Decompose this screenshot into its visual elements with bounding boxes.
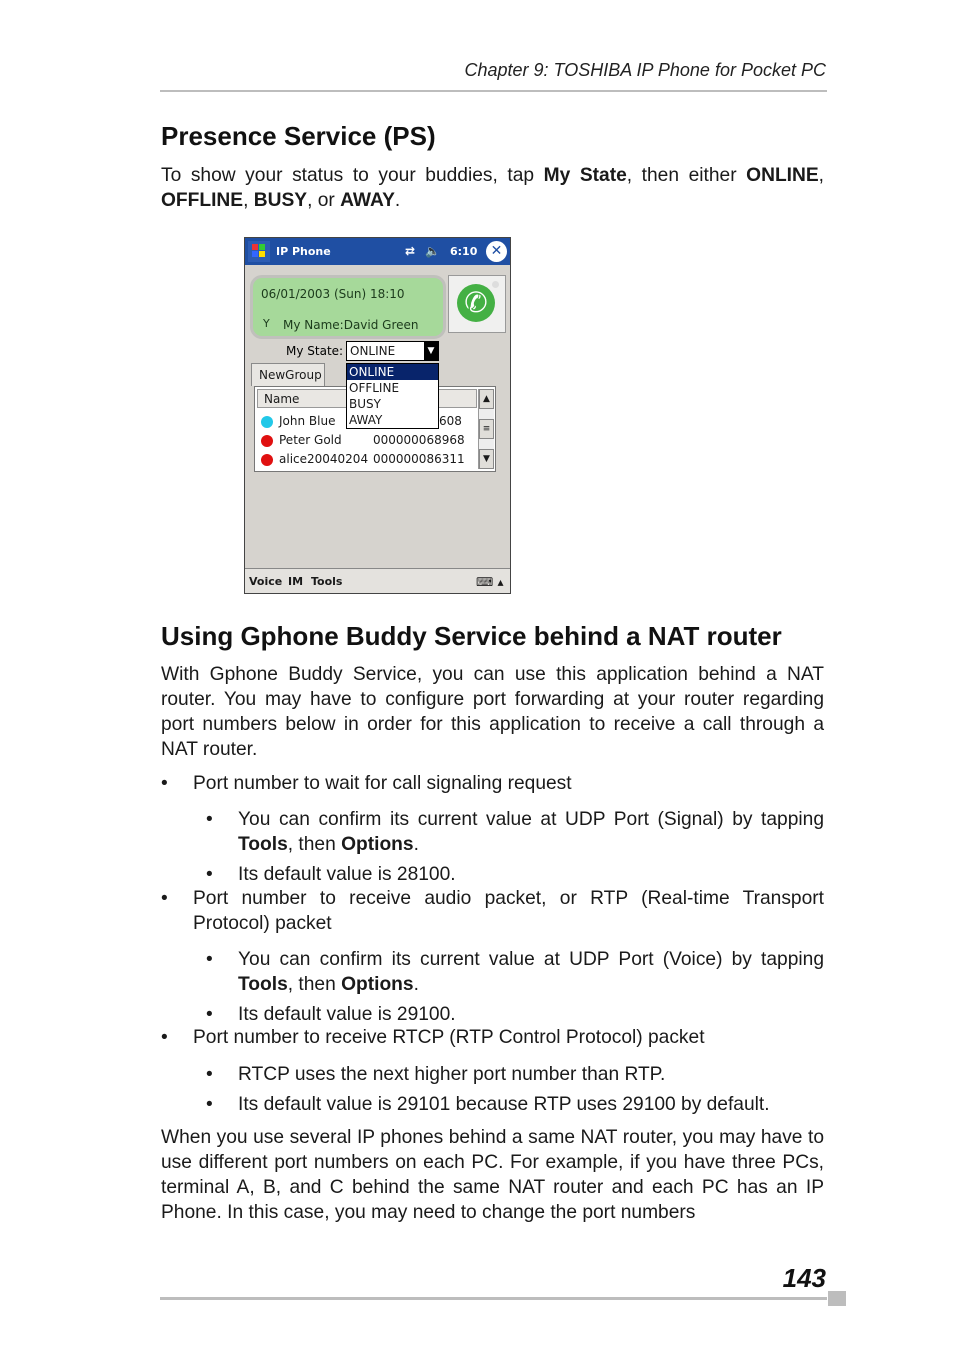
text-run: , or: [307, 190, 341, 211]
list-item: [206, 807, 824, 857]
option-online[interactable]: ONLINE: [347, 364, 438, 380]
list-item: [161, 886, 824, 936]
offline-status-icon: [261, 435, 273, 447]
list-item: [206, 1062, 824, 1087]
option-offline[interactable]: OFFLINE: [349, 381, 400, 395]
state-dropdown-menu: [346, 363, 439, 429]
text-run: You can confirm its current value at UDP Port (Voice) by tapping: [238, 949, 824, 970]
text-run: You can confirm its current value at UDP Port (Signal) by tapping: [238, 809, 824, 830]
list-item-text: Port number to wait for call signaling request: [193, 773, 572, 794]
header-rule: [160, 90, 827, 92]
my-state-select[interactable]: [346, 341, 439, 361]
scroll-down-icon[interactable]: ▼: [479, 449, 494, 469]
list-item: [206, 1002, 824, 1027]
title-bar: [245, 238, 510, 265]
bullet: •: [206, 1094, 213, 1115]
bottom-menu-bar: [245, 568, 510, 594]
list-item: [206, 862, 824, 887]
option-away[interactable]: AWAY: [349, 413, 383, 427]
bullet: •: [206, 864, 213, 885]
option-busy[interactable]: BUSY: [349, 397, 381, 411]
tab-newgroup[interactable]: [251, 363, 325, 386]
bullet: •: [161, 773, 168, 794]
text-run: .: [413, 974, 419, 995]
text-run: ,: [243, 190, 254, 211]
bullet: •: [206, 949, 213, 970]
buddy-name: Peter Gold: [279, 433, 342, 447]
bold-options: Options: [341, 834, 414, 855]
footer-marker: [828, 1291, 846, 1306]
menu-tools[interactable]: Tools: [311, 575, 343, 588]
list-item-text: Port number to receive RTCP (RTP Control Protocol) packet: [193, 1027, 705, 1048]
vertical-scrollbar[interactable]: [478, 389, 494, 469]
buddy-number: 000000068968: [373, 433, 465, 447]
bold-away: AWAY: [340, 190, 395, 211]
menu-voice[interactable]: Voice: [249, 575, 283, 588]
bold-options: Options: [341, 974, 414, 995]
my-state-label: My State:: [286, 344, 344, 358]
text-run: .: [413, 834, 419, 855]
bold-my-state: My State: [543, 165, 627, 186]
scroll-up-icon[interactable]: ▲: [479, 389, 494, 409]
list-item-text: Its default value is 29101 because RTP uses 29100 by default.: [238, 1094, 770, 1115]
windows-start-icon[interactable]: [248, 241, 270, 262]
phone-handset-icon: ✆: [457, 284, 495, 322]
bullet: •: [161, 888, 168, 909]
presence-paragraph: [161, 163, 824, 213]
list-item: [206, 947, 824, 997]
clock[interactable]: 6:10: [450, 245, 478, 258]
chevron-down-icon[interactable]: ▼: [424, 342, 438, 360]
bold-offline: OFFLINE: [161, 190, 244, 211]
tab-label: NewGroup: [259, 368, 322, 382]
bullet: •: [206, 809, 213, 830]
buddy-name: John Blue: [279, 414, 336, 428]
text-run: , then: [287, 974, 342, 995]
nat-intro-paragraph: With Gphone Buddy Service, you can use this application behind a NAT router. You may have to configure port forwarding at your router regarding port numbers below in order for this application to receive a call through a NAT router.: [161, 664, 824, 760]
scroll-thumb[interactable]: ≡: [479, 419, 494, 439]
bold-tools: Tools: [238, 974, 288, 995]
text-run: ,: [818, 165, 824, 186]
bold-online: ONLINE: [746, 165, 819, 186]
call-button[interactable]: [448, 275, 506, 333]
buddy-row[interactable]: [259, 432, 479, 450]
antenna-icon: Y: [263, 317, 270, 330]
text-run: .: [394, 190, 401, 211]
buddy-number: 000000086311: [373, 452, 465, 466]
list-item: [206, 1092, 824, 1117]
list-item: [161, 771, 824, 796]
list-item-text: RTCP uses the next higher port number than RTP.: [238, 1064, 666, 1085]
ip-phone-screenshot: [244, 237, 511, 594]
bold-tools: Tools: [238, 834, 288, 855]
text-run: To show your status to your buddies, tap: [161, 165, 544, 186]
lcd-my-name: My Name:David Green: [283, 318, 419, 332]
list-item-text: Its default value is 29100.: [238, 1004, 456, 1025]
online-status-icon: [261, 416, 273, 428]
buddy-row[interactable]: [259, 451, 479, 469]
text-run: , then either: [626, 165, 747, 186]
footer-rule: [160, 1297, 827, 1300]
section-heading-presence: Presence Service (PS): [161, 121, 436, 151]
lcd-date: 06/01/2003 (Sun) 18:10: [261, 287, 405, 301]
status-led: [492, 281, 499, 288]
connectivity-volume-icon[interactable]: ⇄ 🔈: [405, 244, 444, 258]
section-heading-nat: Using Gphone Buddy Service behind a NAT router: [161, 621, 782, 651]
menu-im[interactable]: IM: [288, 575, 304, 588]
closing-paragraph: When you use several IP phones behind a same NAT router, you may have to use different port numbers on each PC. For example, if you have three PCs, terminal A, B, and C behind the same NAT router and each PC has an IP Phone. In this case, you may need to change the port numbers: [161, 1127, 824, 1223]
list-item-text: [238, 807, 824, 857]
buddy-name: alice20040204: [279, 452, 369, 466]
list-item-text: Its default value is 28100.: [238, 864, 456, 885]
list-item-text: [238, 947, 824, 997]
bullet: •: [206, 1064, 213, 1085]
buddy-number: 608: [439, 414, 462, 428]
offline-status-icon: [261, 454, 273, 466]
app-title: IP Phone: [276, 245, 331, 258]
list-item-text: Port number to receive audio packet, or RTP (Real-time Transport Protocol) packet: [193, 888, 824, 934]
bullet: •: [161, 1027, 168, 1048]
chapter-header: Chapter 9: TOSHIBA IP Phone for Pocket PC: [464, 60, 826, 80]
list-item: [161, 1025, 824, 1050]
keyboard-icon[interactable]: ⌨ ▴: [476, 575, 504, 589]
bullet: •: [206, 1004, 213, 1025]
my-state-value: ONLINE: [350, 344, 396, 358]
page-number: 143: [782, 1263, 826, 1293]
column-header-label: Name: [264, 392, 300, 406]
bold-busy: BUSY: [253, 190, 308, 211]
text-run: , then: [287, 834, 342, 855]
lcd-display: [250, 275, 446, 339]
close-icon[interactable]: ✕: [486, 241, 507, 262]
